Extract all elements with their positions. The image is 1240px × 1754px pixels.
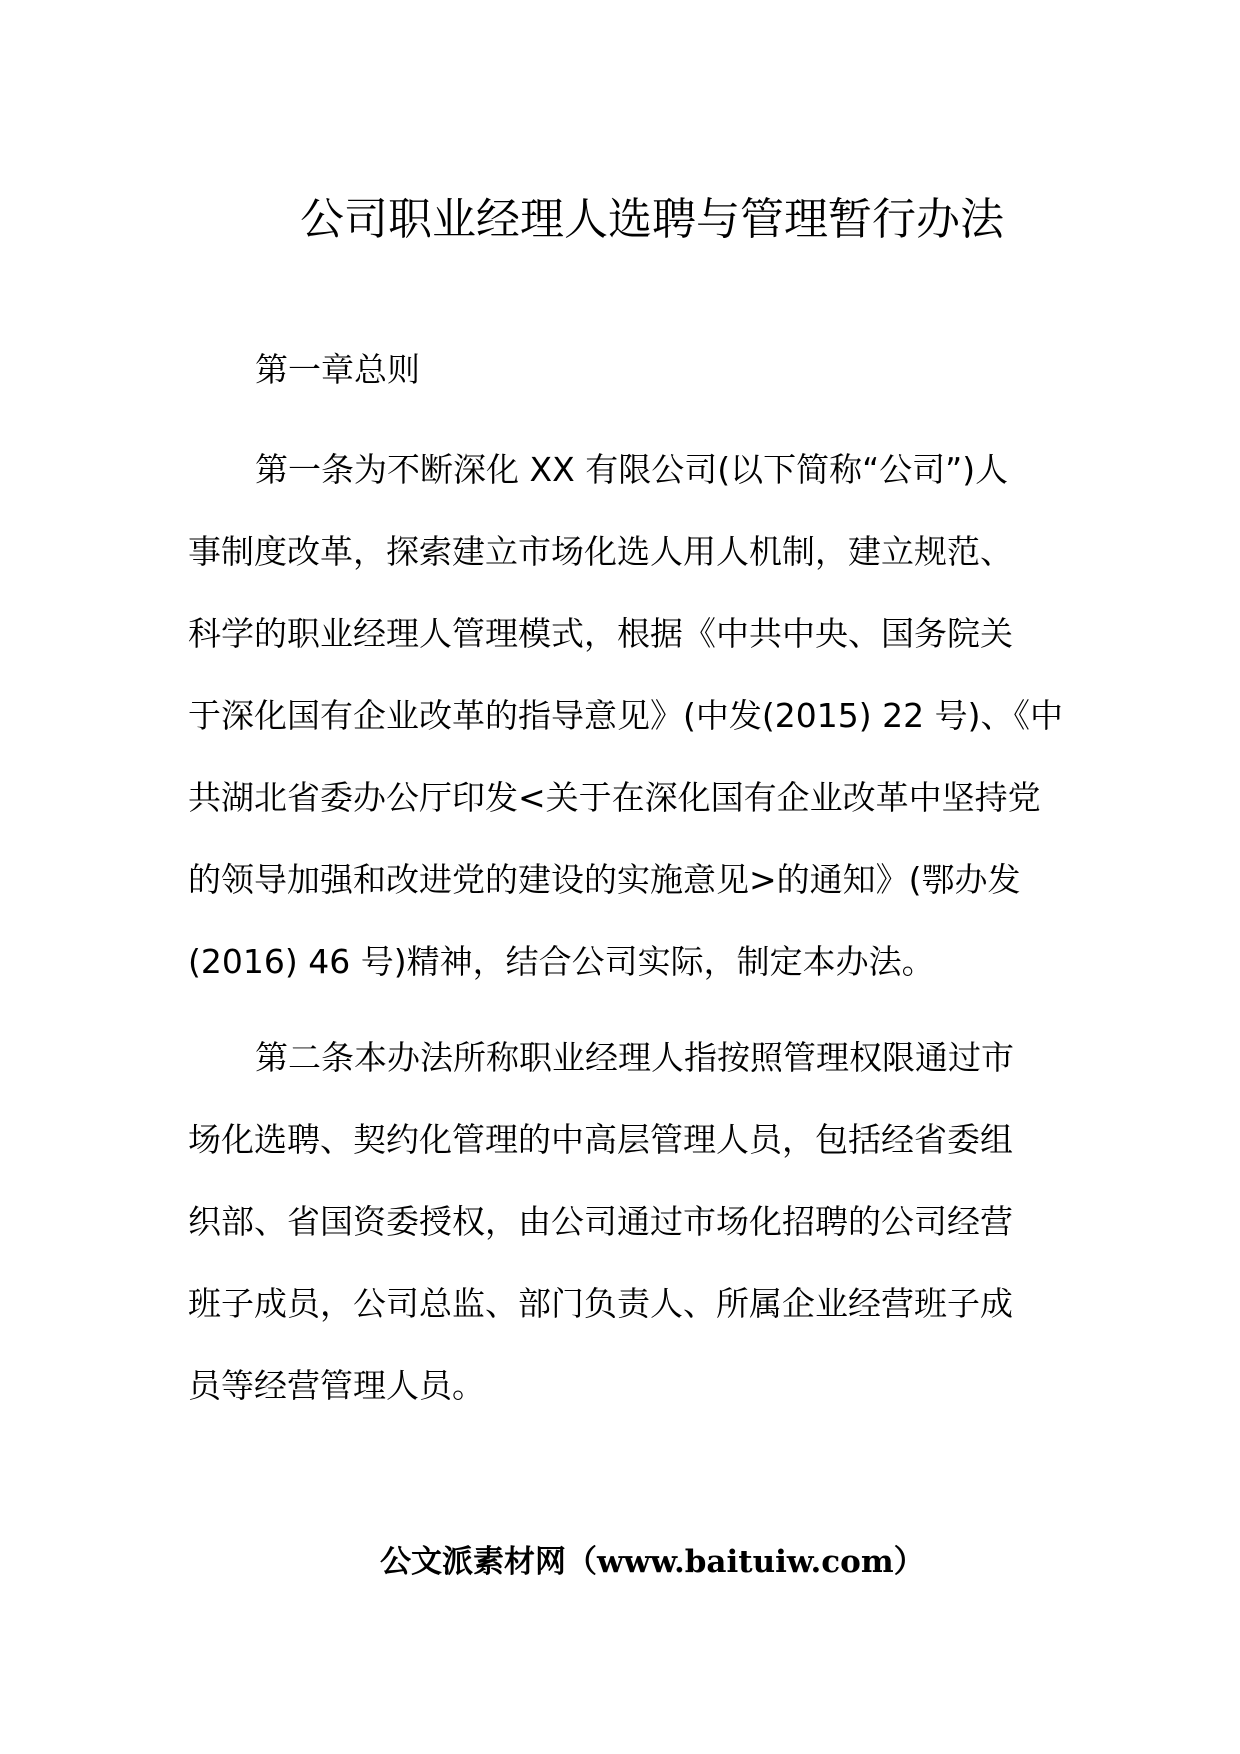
article-2-line: 员等经营管理人员。	[188, 1366, 485, 1405]
article-2-line: 第二条本办法所称职业经理人指按照管理权限通过市	[255, 1038, 1014, 1077]
article-2-line: 织部、省国资委授权，由公司通过市场化招聘的公司经营	[188, 1202, 1013, 1241]
article-1-line: 事制度改革，探索建立市场化选人用人机制，建立规范、	[188, 532, 1013, 571]
article-1-line: 科学的职业经理人管理模式，根据《中共中央、国务院关	[188, 614, 1013, 653]
article-1-line: 的领导加强和改进党的建设的实施意见>的通知》(鄂办发	[188, 860, 1021, 899]
article-1-line: 第一条为不断深化 XX 有限公司(以下简称“公司”)人	[255, 450, 1009, 489]
article-1-line: (2016) 46 号)精神，结合公司实际，制定本办法。	[188, 942, 935, 981]
footer-source: 公文派素材网（www.baituiw.com）	[380, 1544, 925, 1580]
article-2-line: 场化选聘、契约化管理的中高层管理人员，包括经省委组	[188, 1120, 1013, 1159]
article-1-line: 于深化国有企业改革的指导意见》(中发(2015) 22 号)、《中	[188, 696, 1063, 735]
article-1-line: 共湖北省委办公厅印发<关于在深化国有企业改革中坚持党	[188, 778, 1041, 817]
document-title: 公司职业经理人选聘与管理暂行办法	[300, 194, 1004, 245]
article-2-line: 班子成员，公司总监、部门负责人、所属企业经营班子成	[188, 1284, 1013, 1323]
chapter-heading: 第一章总则	[255, 350, 420, 389]
